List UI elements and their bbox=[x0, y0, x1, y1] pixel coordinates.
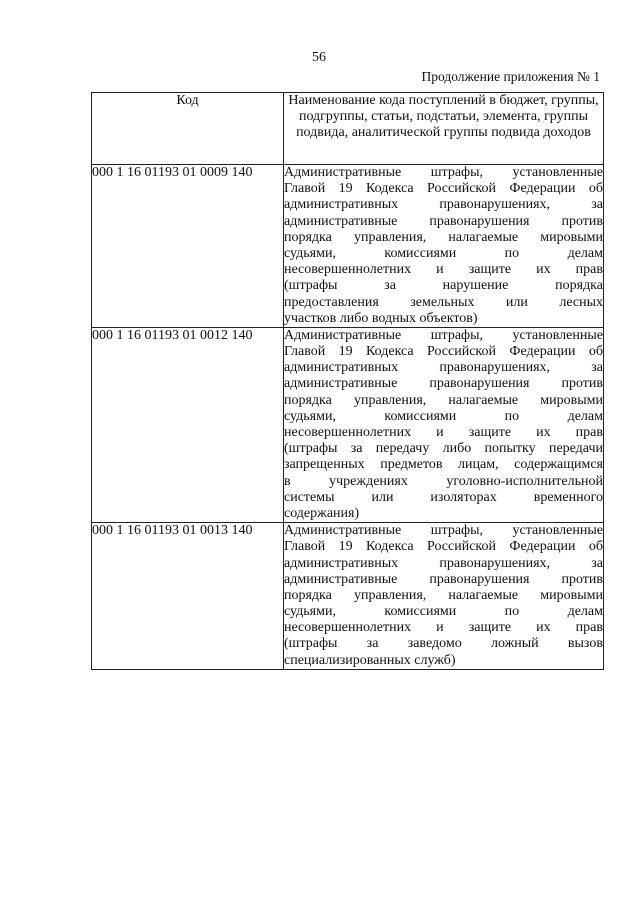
page-number: 56 bbox=[312, 50, 326, 65]
description-line: порядка управления, налагаемые мировыми bbox=[284, 587, 603, 603]
appendix-continuation-note: Продолжение приложения № 1 bbox=[421, 69, 600, 84]
table-body bbox=[92, 165, 604, 670]
description-line: запрещенных предметов лицам, содержащимся bbox=[284, 457, 603, 473]
revenue-description-cell bbox=[284, 327, 604, 522]
description-line: (штрафы за передачу либо попытку передачи bbox=[284, 441, 603, 457]
description-line: Главой 19 Кодекса Российской Федерации об bbox=[284, 539, 603, 555]
description-line: административные правонарушения против bbox=[284, 376, 603, 392]
description-line: системы или изоляторах временного bbox=[284, 489, 603, 505]
description-line: несовершеннолетних и защите их прав bbox=[284, 262, 603, 278]
description-line: порядка управления, налагаемые мировыми bbox=[284, 392, 603, 408]
description-line: судьями, комиссиями по делам bbox=[284, 604, 603, 620]
description-line: несовершеннолетних и защите их прав bbox=[284, 425, 603, 440]
description-line: административных правонарушениях, за bbox=[284, 360, 603, 376]
description-line: специализированных служб) bbox=[284, 652, 456, 668]
description-line: Административные штрафы, установленные bbox=[284, 523, 603, 539]
description-line: административные правонарушения против bbox=[284, 213, 603, 229]
description-line: содержания) bbox=[284, 505, 360, 521]
description-line: административных правонарушениях, за bbox=[284, 197, 603, 213]
description-line: Административные штрафы, установленные bbox=[284, 327, 603, 343]
revenue-codes-table bbox=[91, 92, 604, 670]
revenue-description-cell bbox=[284, 165, 604, 328]
description-line: судьями, комиссиями по делам bbox=[284, 408, 603, 424]
description-line: участков либо водных объектов) bbox=[284, 310, 478, 326]
revenue-code-cell: 000 1 16 01193 01 0009 140 bbox=[92, 165, 284, 328]
description-line: административные правонарушения против bbox=[284, 571, 603, 587]
table-row bbox=[92, 523, 604, 670]
header-revenue-name: Наименование кода поступлений в бюджет, группы, подгруппы, статьи, подстатьи, элемента, группы подвида, аналитической группы подвида доходов bbox=[284, 93, 604, 165]
table-header-row bbox=[92, 93, 604, 165]
revenue-code-cell: 000 1 16 01193 01 0013 140 bbox=[92, 523, 284, 670]
table-row bbox=[92, 327, 604, 522]
table-row bbox=[92, 165, 604, 328]
description-line: (штрафы за нарушение порядка bbox=[284, 278, 603, 294]
description-line: Главой 19 Кодекса Российской Федерации об bbox=[284, 344, 603, 360]
description-line: административных правонарушениях, за bbox=[284, 555, 603, 571]
description-line: предоставления земельных или лесных bbox=[284, 294, 603, 310]
description-line: (штрафы за заведомо ложный вызов bbox=[284, 636, 603, 652]
revenue-description-cell bbox=[284, 523, 604, 670]
description-line: несовершеннолетних и защите их прав bbox=[284, 620, 603, 636]
description-line: Главой 19 Кодекса Российской Федерации об bbox=[284, 181, 603, 197]
description-line: порядка управления, налагаемые мировыми bbox=[284, 229, 603, 245]
description-line: в учреждениях уголовно-исполнительной bbox=[284, 473, 603, 489]
description-line: Административные штрафы, установленные bbox=[284, 165, 603, 180]
header-code: Код bbox=[92, 93, 284, 165]
description-line: судьями, комиссиями по делам bbox=[284, 245, 603, 261]
revenue-code-cell: 000 1 16 01193 01 0012 140 bbox=[92, 327, 284, 522]
